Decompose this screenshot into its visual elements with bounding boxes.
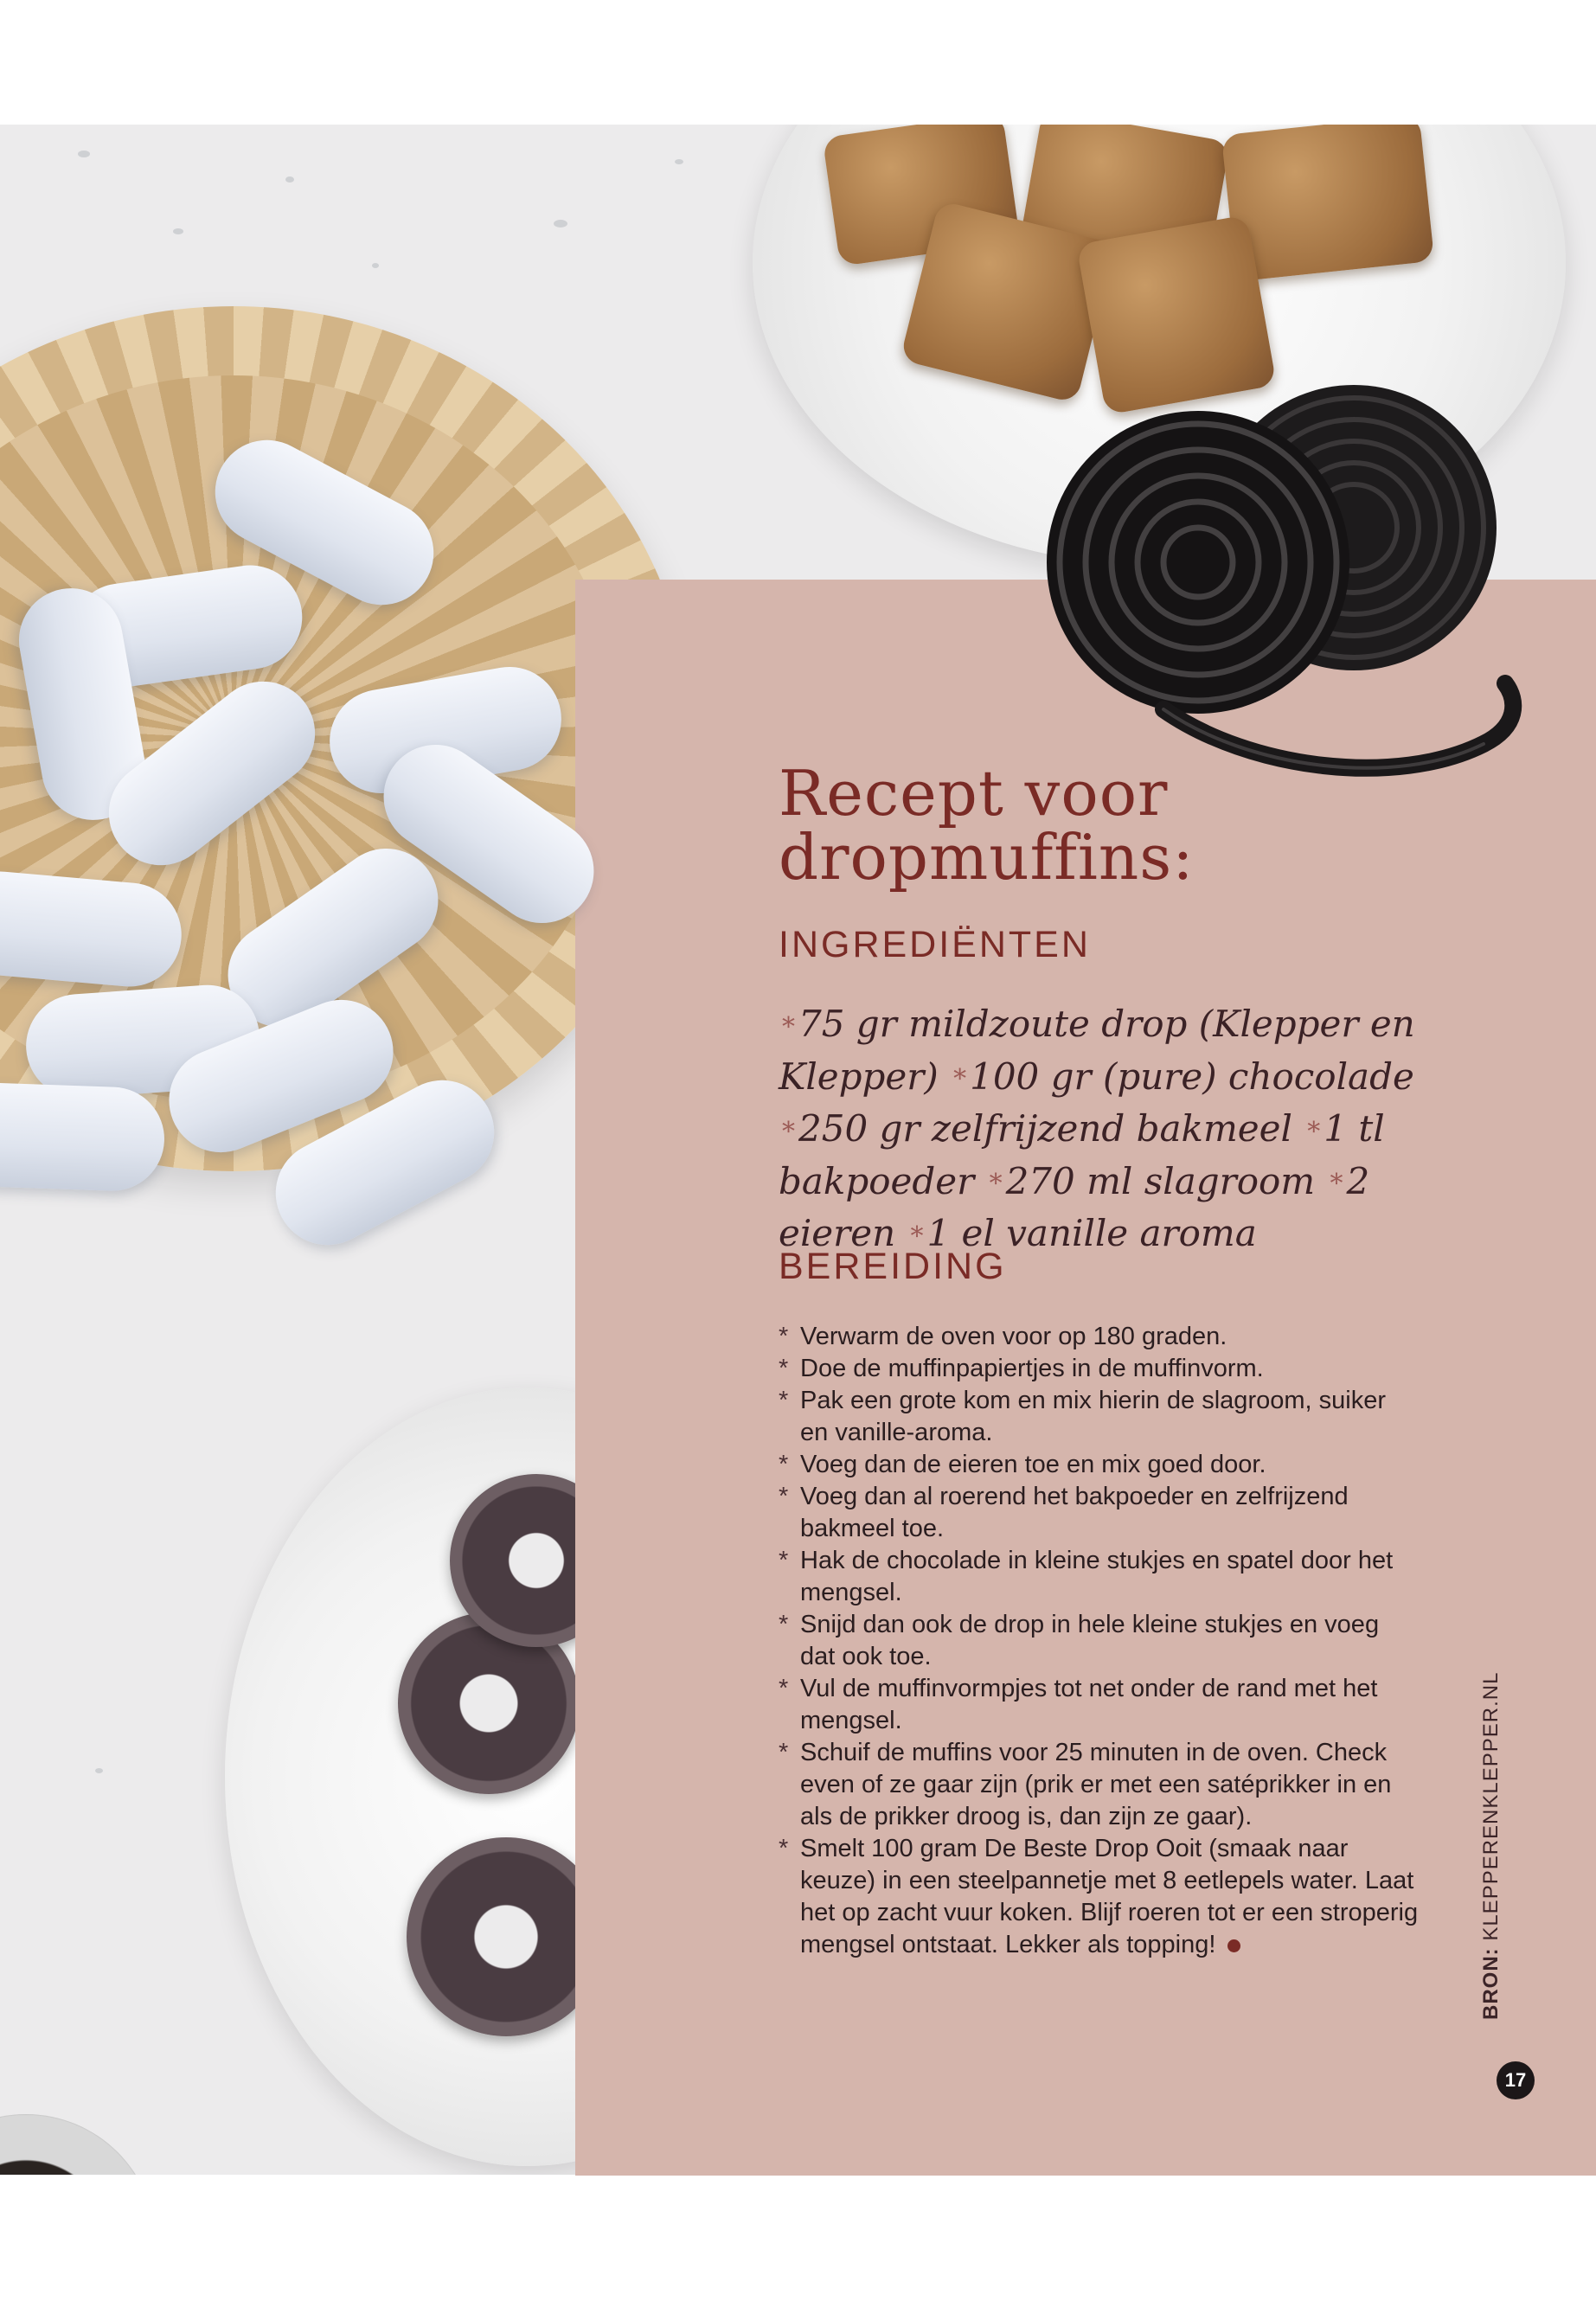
ingredient-bullet: * bbox=[989, 1169, 1003, 1199]
source-website: KLEPPERENKLEPPER.NL bbox=[1479, 1671, 1503, 1941]
preparation-step: * Doe de muffinpapiertjes in de muffinvorm. bbox=[779, 1353, 1419, 1385]
ingredient-item: 75 gr mildzoute drop (Klepper en Klepper) bbox=[779, 1003, 1415, 1098]
ingredient-bullet: * bbox=[782, 1116, 795, 1147]
ingredient-item: 250 gr zelfrijzend bakmeel bbox=[798, 1107, 1304, 1150]
ingredient-bullet: * bbox=[782, 1011, 795, 1042]
preparation-step: * Verwarm de oven voor op 180 graden. bbox=[779, 1321, 1419, 1353]
preparation-step: * Snijd dan ook de drop in hele kleine stukjes en voeg dat ook toe. bbox=[779, 1609, 1419, 1673]
source-credit bbox=[1479, 1672, 1503, 2020]
preparation-step: * Schuif de muffins voor 25 minuten in de oven. Check even of ze gaar zijn (prik er met een satéprikker in en als de prikker droog is, dan zijn ze gaar). bbox=[779, 1737, 1419, 1833]
ingredient-item: 1 tl bakpoeder bbox=[779, 1107, 1385, 1202]
ingredient-bullet: * bbox=[953, 1064, 967, 1094]
preparation-step: * Voeg dan al roerend het bakpoeder en zelfrijzend bakmeel toe. bbox=[779, 1481, 1419, 1545]
ingredient-item: 100 gr (pure) chocolade bbox=[970, 1054, 1414, 1098]
ingredient-bullet: * bbox=[910, 1221, 924, 1252]
ingredient-item: 270 ml slagroom bbox=[1005, 1159, 1327, 1202]
ingredient-item: 1 el vanille aroma bbox=[926, 1212, 1257, 1254]
preparation-heading: BEREIDING bbox=[779, 1246, 1007, 1287]
dark-cup bbox=[0, 2114, 156, 2175]
ingredient-item: 2 eieren bbox=[779, 1159, 1370, 1254]
white-candy bbox=[0, 1080, 166, 1192]
preparation-step: * Smelt 100 gram De Beste Drop Ooit (smaak naar keuze) in een steelpannetje met 8 eetlepels water. Laat het op zacht vuur koken. Blijf roeren tot er een stroperig mengsel ontstaat. Lekker als topping! bbox=[779, 1833, 1419, 1961]
preparation-step: * Voeg dan de eieren toe en mix goed door. bbox=[779, 1449, 1419, 1481]
licorice-wheels-icon bbox=[1034, 381, 1527, 787]
preparation-step: * Pak een grote kom en mix hierin de slagroom, suiker en vanille-aroma. bbox=[779, 1385, 1419, 1449]
ingredient-bullet: * bbox=[1330, 1169, 1343, 1199]
end-mark-icon bbox=[1227, 1939, 1240, 1952]
page-number: 17 bbox=[1497, 2061, 1535, 2099]
preparation-step: * Hak de chocolade in kleine stukjes en spatel door het mengsel. bbox=[779, 1545, 1419, 1609]
ingredient-bullet: * bbox=[1307, 1116, 1321, 1147]
preparation-steps bbox=[779, 1321, 1419, 1961]
preparation-step: * Vul de muffinvormpjes tot net onder de rand met het mengsel. bbox=[779, 1673, 1419, 1737]
source-label: BRON: bbox=[1479, 1947, 1503, 2020]
recipe-title: Recept voor dropmuffins: bbox=[779, 757, 1195, 894]
ingredients-heading: INGREDIËNTEN bbox=[779, 924, 1091, 965]
ingredients-list bbox=[779, 999, 1488, 1261]
